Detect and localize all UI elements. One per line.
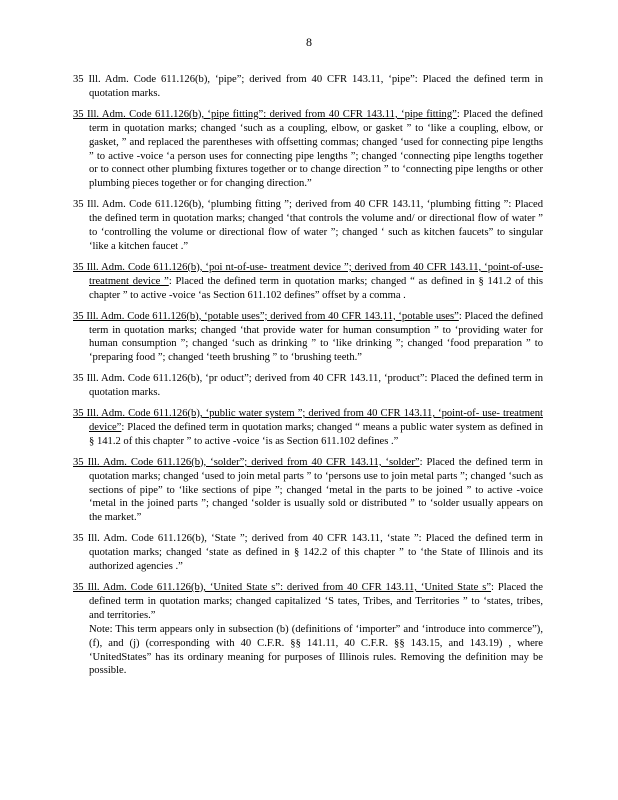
entry-product [73,372,543,400]
entry-body: : Placed the defined term in quotation marks; changed ‘such as a coupling, elbow, or gasket ” to ‘like a coupling, elbow, or gasket, ” and replaced the parentheses with offsetting commas; changed ‘used for connecting pipe lengths ” to active -voice ‘a person uses for connecting pipe lengths ”; changed ‘connecting pipe lengths together or to connect other plumbing fixtures together or to change direction ” to ‘connecting pipe lengths or other plumbing pieces together or for changing direction.” [89,108,543,190]
entry-head: 35 Ill. Adm. Code 611.126(b), ‘solder”; derived from 40 CFR 143.11, ‘solder” [73,456,420,468]
entry-head: 35 Ill. Adm. Code 611.126(b), ‘plumbing fitting ”; derived from 40 CFR 143.11, ‘plumbing fitting ” [73,199,509,211]
entry-body: : Placed the defined term in quotation marks; changed ‘that provide water for human consumption ” to ‘providing water for human consumption ”; changed ‘such as drinking ” to ‘like drinking ”; changed ‘food preparation ” to ‘preparing food ”; changed ‘teeth brushing ” to ‘brushing teeth.” [89,310,543,364]
entry-body: : Placed the defined term in quotation marks. [89,373,543,399]
entry-head: 35 Ill. Adm. Code 611.126(b), ‘pipe fitting”: derived from 40 CFR 143.11, ‘pipe fitting” [73,108,457,120]
entry-head: 35 Ill. Adm. Code 611.126(b), ‘potable uses”; derived from 40 CFR 143.11, ‘potable uses” [73,310,459,322]
entry-body: : Placed the defined term in quotation marks; changed “ means a public water system as defined in § 141.2 of this chapter ” to active -voice ‘is as Section 611.102 defines .” [89,421,543,447]
entry-pipe-fitting [73,108,543,191]
entry-head: 35 Ill. Adm. Code 611.126(b), ‘public water system ”; derived from 40 CFR 143.11, ‘point-of- use- treatment device” [73,408,543,433]
entry-body: : Placed the defined term in quotation marks; changed ‘that controls the volume and/ or directional flow of water ” to ‘controlling the volume or directional flow of water ”; changed ‘ such as kitchen faucets” to singular ‘like a kitchen faucet .” [89,199,543,252]
page-number: 8 [306,35,312,49]
entry-body: : Placed the defined term in quotation marks; changed ‘used to join metal parts ” to ‘persons use to join metal parts ”; changed ‘such as sections of pipe” to ‘like sections of pipe ”; changed ‘metal in the parts to be joined ” to active -voice ‘metal in the joined parts ”; changed ‘solder is usually sold or distributed ” to ‘solder usually appears on the market.” [89,456,543,524]
entry-plumbing-fitting [73,198,543,254]
entries-list [73,73,543,685]
entry-head: 35 Ill. Adm. Code 611.126(b), ‘State ”; derived from 40 CFR 143.11, ‘state ” [73,533,419,545]
entry-state [73,532,543,574]
entry-head: 35 Ill. Adm. Code 611.126(b), ‘pr oduct”; derived from 40 CFR 143.11, ‘product” [73,373,425,385]
entry-potable-uses [73,310,543,366]
entry-note: Note: This term appears only in subsection (b) (definitions of ‘importer” and ‘introduce into commerce”), (f), and (j) (corresponding with 40 C.F.R. §§ 141.11, 40 C.F.R. §§ 143.15, and 143.19) , where ‘UnitedStates” has its ordinary meaning for purposes of Illinois rules. Removing the definition may be possible. [89,623,543,677]
entry-public-water-system [73,407,543,449]
entry-head: 35 Ill. Adm. Code 611.126(b), ‘United State s”: derived from 40 CFR 143.11, ‘United State s” [73,582,492,593]
entry-body: : Placed the defined term in quotation marks; changed ‘state as defined in § 142.2 of this chapter ” to ‘the State of Illinois and its authorized agencies .” [89,533,543,573]
entry-body: : Placed the defined term in quotation marks; changed “ as defined in § 141.2 of this chapter ” to active -voice ‘as Section 611.102 defines” offset by a comma . [89,275,543,301]
entry-united-states [73,581,543,678]
entry-head: 35 Ill. Adm. Code 611.126(b), ‘pipe”; derived from 40 CFR 143.11, ‘pipe” [73,74,415,85]
entry-body: : Placed the defined term in quotation marks; changed capitalized ‘S tates, Tribes, and Territories ” to ‘states, tribes, and territories.” [89,582,543,621]
entry-body: : Placed the defined term in quotation marks. [89,74,543,99]
entry-solder [73,456,543,526]
entry-point-of-use-treatment-device [73,261,543,303]
entry-head: 35 Ill. Adm. Code 611.126(b), ‘poi nt-of-use- treatment device ”; derived from 40 CFR 143.11, ‘point-of-use- treatment device ” [73,261,543,287]
entry-pipe [73,73,543,101]
